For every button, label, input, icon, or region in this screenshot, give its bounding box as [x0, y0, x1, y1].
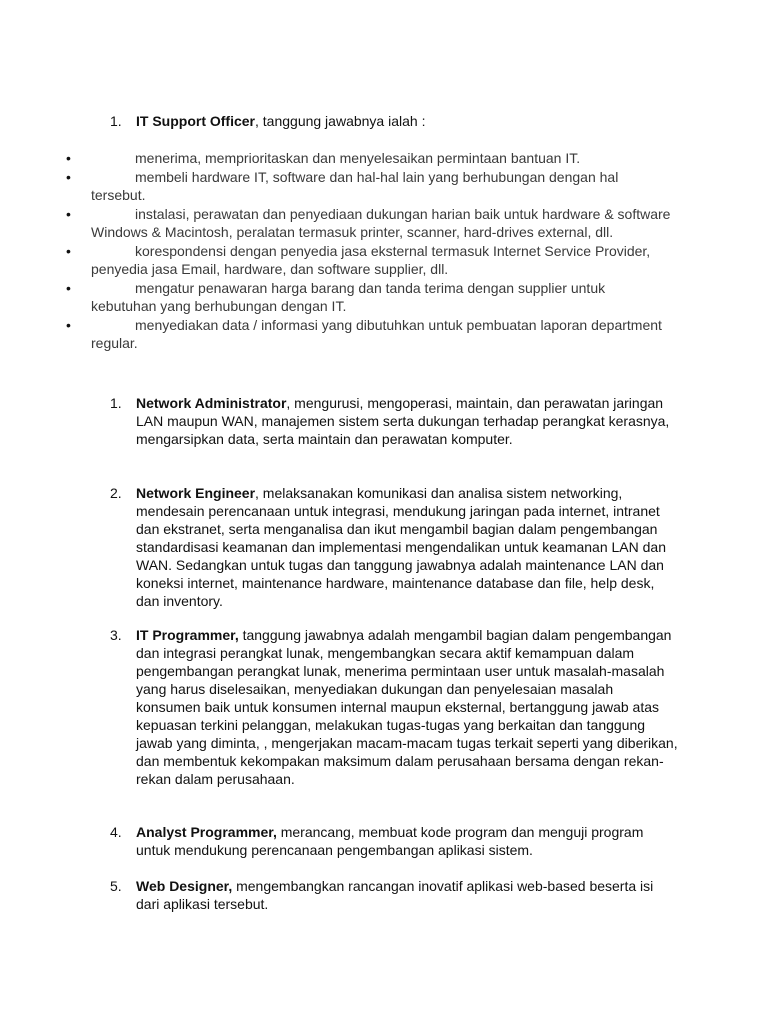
- list-item-network-engineer: [110, 484, 680, 610]
- bullet-item: • korespondensi dengan penyedia jasa eksternal termasuk Internet Service Provider, penyedia jasa Email, hardware, dan software supplier, dll.: [66, 242, 651, 277]
- bullet-item: • menyediakan data / informasi yang dibutuhkan untuk pembuatan laporan department regular.: [66, 316, 662, 351]
- item-title: IT Programmer,: [136, 627, 239, 643]
- item-title: IT Support Officer: [136, 113, 255, 129]
- bullet-item: • membeli hardware IT, software dan hal-hal lain yang berhubungan dengan hal tersebut.: [66, 168, 619, 203]
- list-number: 3.: [110, 627, 122, 643]
- item-text: mengembangkan rancangan inovatif aplikasi web-based beserta isi dari aplikasi tersebut.: [136, 878, 654, 912]
- list-number: 1.: [110, 395, 122, 411]
- item-text: , melaksanakan komunikasi dan analisa sistem networking, mendesain perencanaan untuk integrasi, mendukung jaringan pada internet, intranet dan ekstranet, serta menganalisa dan ikut mengambil bagian dalam pengembangan standardisasi keamanan dan implementasi mengendalikan untuk keamanan LAN dan WAN. Sedangkan untuk tugas dan tanggung jawabnya adalah maintenance LAN dan koneksi internet, maintenance hardware, maintenance database dan file, help desk, dan inventory.: [136, 485, 666, 609]
- list-item-it-support-officer: [110, 112, 425, 130]
- list-item-analyst-programmer: [110, 823, 680, 859]
- list-number: 1.: [110, 113, 122, 129]
- item-title: Web Designer,: [136, 878, 233, 894]
- item-text: , mengurusi, mengoperasi, maintain, dan perawatan jaringan LAN maupun WAN, manajemen sistem serta dukungan terhadap perangkat kerasnya, mengarsipkan data, serta maintain dan perawatan komputer.: [136, 395, 670, 447]
- bullet-icon: •: [66, 279, 71, 296]
- bullet-icon: •: [66, 205, 71, 222]
- list-number: 2.: [110, 485, 122, 501]
- list-number: 4.: [110, 824, 122, 840]
- list-item-network-administrator: [110, 394, 680, 448]
- item-title: Network Engineer: [136, 485, 256, 501]
- item-text: , tanggung jawabnya ialah :: [255, 113, 426, 129]
- list-item-it-programmer: [110, 626, 680, 788]
- bullet-item: • menerima, memprioritaskan dan menyelesaikan permintaan bantuan IT.: [66, 150, 581, 166]
- bullet-item: • instalasi, perawatan dan penyediaan dukungan harian baik untuk hardware & software Windows & Macintosh, peralatan termasuk printer, scanner, hard-drives external, dll.: [66, 205, 671, 240]
- item-text: tanggung jawabnya adalah mengambil bagian dalam pengembangan dan integrasi perangkat lunak, mengembangkan secara aktif kemampuan dalam pengembangan perangkat lunak, menerima permintaan user untuk masalah-masalah yang harus diselesaikan, menyediakan dukungan dan penyelesaian masalah konsumen baik untuk konsumen internal maupun eksternal, bertanggung jawab atas kepuasan terkini pelanggan, melakukan tugas-tugas yang berkaitan dan tanggung jawab yang diminta, , mengerjakan macam-macam tugas terkait seperti yang diberikan, dan membentuk kekompakan maksimum dalam perusahaan bersama dengan rekan-rekan dalam perusahaan.: [136, 627, 678, 787]
- bullet-item: • mengatur penawaran harga barang dan tanda terima dengan supplier untuk kebutuhan yang berhubungan dengan IT.: [66, 279, 606, 314]
- list-item-web-designer: [110, 877, 680, 913]
- item-text: merancang, membuat kode program dan menguji program untuk mendukung perencanaan pengembangan aplikasi sistem.: [136, 824, 644, 858]
- bullet-icon: •: [66, 316, 71, 333]
- bullet-icon: •: [66, 168, 71, 185]
- bullet-icon: •: [66, 242, 71, 259]
- list-number: 5.: [110, 878, 122, 894]
- item-title: Network Administrator: [136, 395, 287, 411]
- bullet-list: [0, 149, 768, 353]
- bullet-icon: •: [66, 150, 71, 166]
- item-title: Analyst Programmer,: [136, 824, 277, 840]
